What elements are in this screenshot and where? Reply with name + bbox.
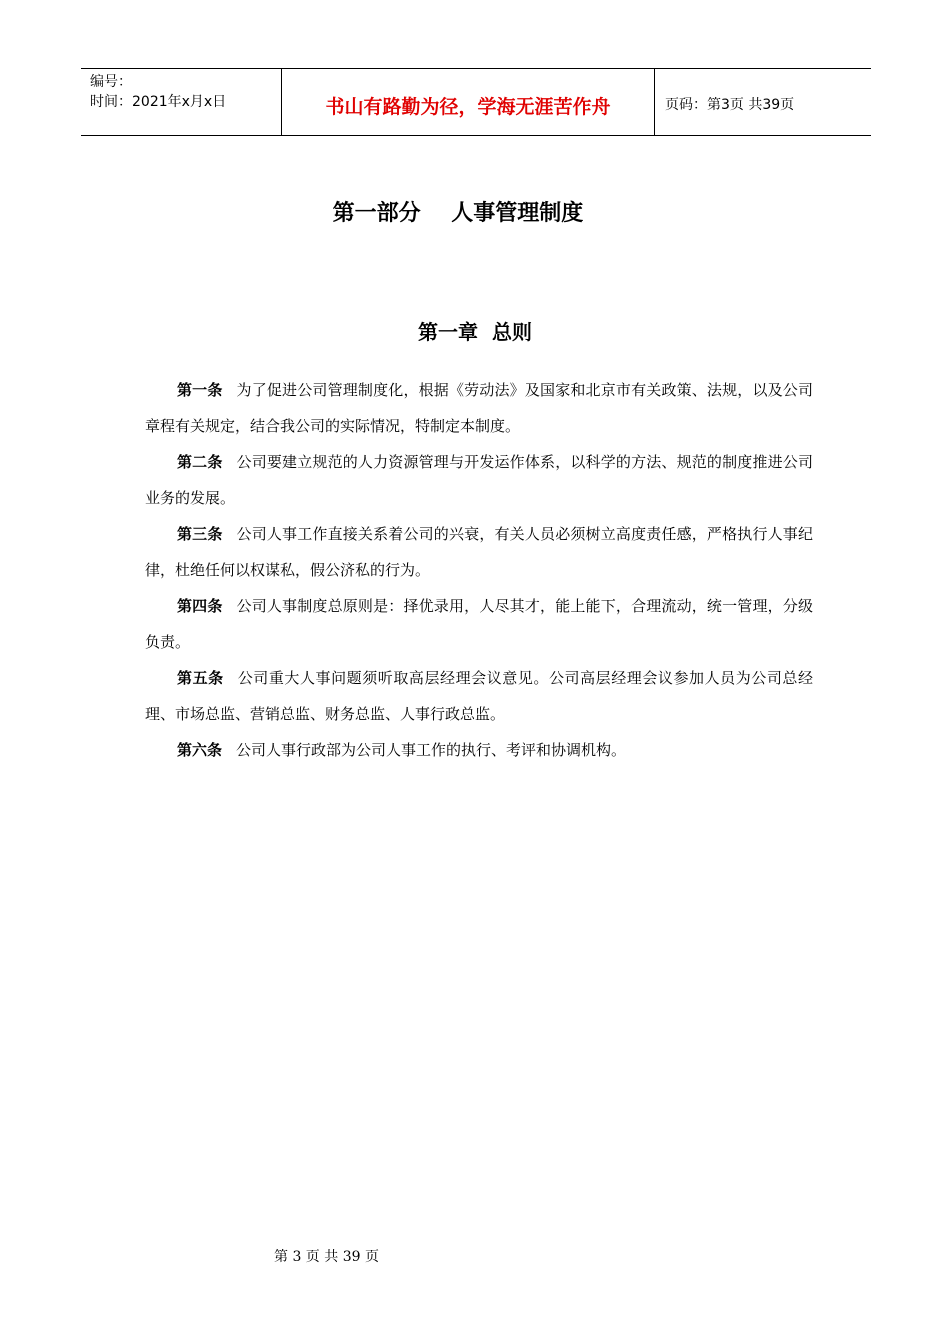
article-label: 第三条 xyxy=(177,525,223,543)
header-page-cell xyxy=(655,69,871,135)
article-3 xyxy=(145,516,813,588)
article-label: 第二条 xyxy=(177,453,223,471)
date-label: 时间：2021年x月x日 xyxy=(90,94,227,110)
article-label: 第六条 xyxy=(177,741,223,759)
article-text: 公司重大人事问题须听取高层经理会议意见。公司高层经理会议参加人员为公司总经理、市场总监、营销总监、财务总监、人事行政总监。 xyxy=(145,669,813,723)
article-text: 公司人事工作直接关系着公司的兴衰，有关人员必须树立高度责任感，严格执行人事纪律，杜绝任何以权谋私，假公济私的行为。 xyxy=(145,525,813,579)
page-header xyxy=(81,68,871,136)
article-6 xyxy=(145,732,813,768)
article-text: 为了促进公司管理制度化，根据《劳动法》及国家和北京市有关政策、法规，以及公司章程有关规定，结合我公司的实际情况，特制定本制度。 xyxy=(145,381,813,435)
article-5 xyxy=(145,660,813,732)
serial-number-label: 编号： xyxy=(90,74,132,90)
article-4 xyxy=(145,588,813,660)
header-meta-cell xyxy=(81,69,282,135)
motto-text: 书山有路勤为径，学海无涯苦作舟 xyxy=(325,95,611,118)
article-text: 公司要建立规范的人力资源管理与开发运作体系，以科学的方法、规范的制度推进公司业务的发展。 xyxy=(145,453,813,507)
article-2 xyxy=(145,444,813,516)
part-title: 第一部分 人事管理制度 xyxy=(332,201,584,226)
article-text: 公司人事制度总原则是：择优录用，人尽其才，能上能下，合理流动，统一管理，分级负责。 xyxy=(145,597,813,651)
article-1 xyxy=(145,372,813,444)
chapter-title: 第一章 总则 xyxy=(418,320,532,344)
article-text: 公司人事行政部为公司人事工作的执行、考评和协调机构。 xyxy=(236,741,627,759)
article-label: 第四条 xyxy=(177,597,223,615)
header-motto-cell xyxy=(282,69,655,135)
article-label: 第五条 xyxy=(177,669,224,687)
page-footer: 第 3 页 共 39 页 xyxy=(274,1249,379,1265)
article-list xyxy=(145,372,813,768)
article-label: 第一条 xyxy=(177,381,223,399)
page-info: 页码：第3页 共39页 xyxy=(665,97,795,113)
